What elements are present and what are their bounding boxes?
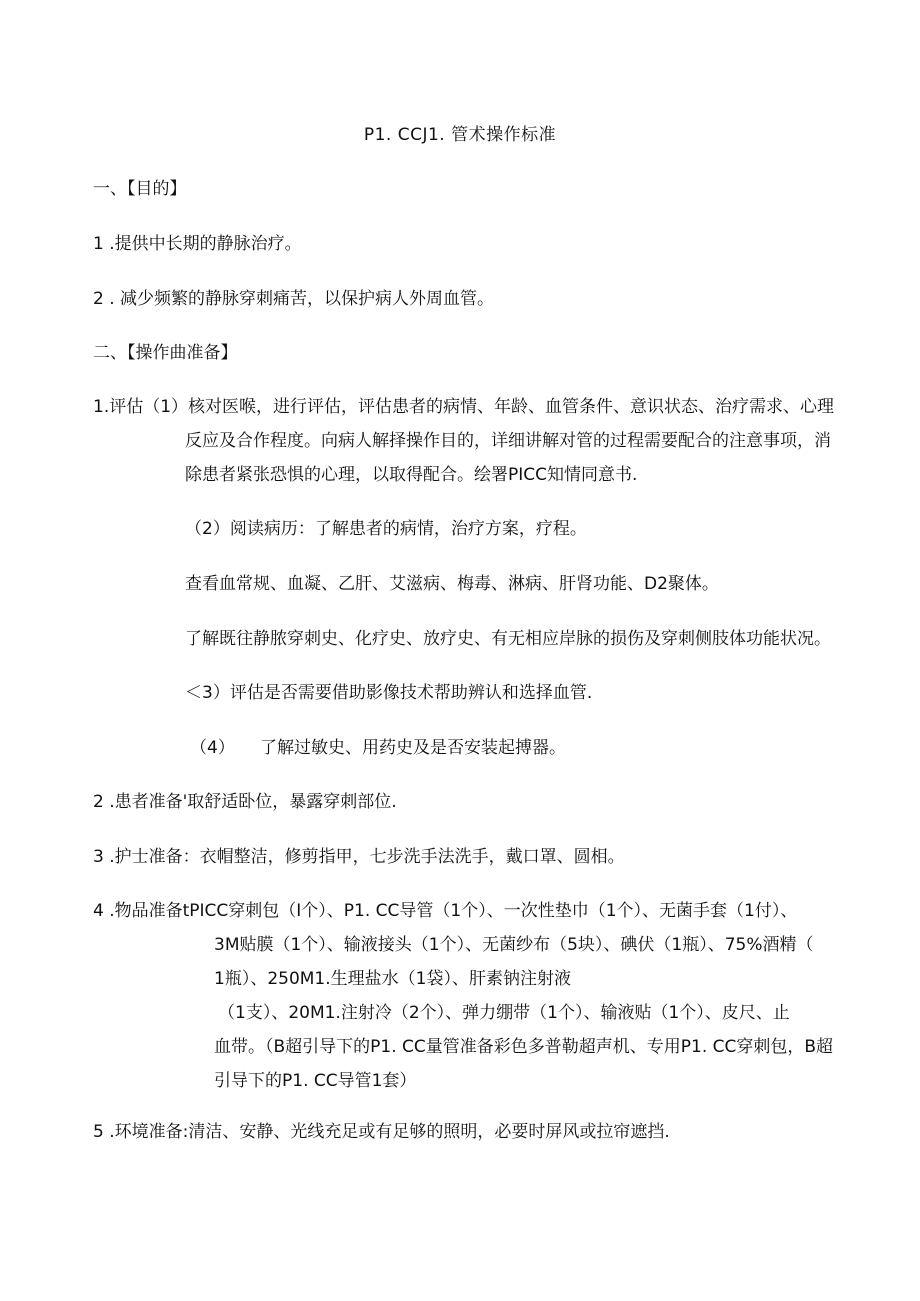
assess-line-2: 反应及合作程度。向病人解择操作目的，详细讲解对管的过程需要配合的注意事项，消 xyxy=(185,431,831,451)
items-prep-line-3: 1瓶）、250M1.生理盐水（1袋）、肝素钠注射液 xyxy=(214,969,571,989)
purpose-item-2: 2 . 减少频繁的静脉穿刺痛苦，以保护病人外周血管。 xyxy=(93,289,495,309)
items-prep-line-2: 3M贴膜（1个）、输液接头（1个）、无菌纱布（5块）、碘伏（1瓶）、75%酒精（ xyxy=(214,935,814,955)
environment-preparation: 5 .环境准备:清洁、安静、光线充足或有足够的照明，必要时屏风或拉帘遮挡. xyxy=(93,1122,670,1142)
assess-sub-3: ＜3）评估是否需要借助影像技术帮助辨认和选择血管. xyxy=(185,683,593,703)
assess-sub-4-number: （4） xyxy=(190,738,235,758)
items-prep-line-6: 引导下的P1. CC导管1套） xyxy=(214,1071,417,1091)
assess-line-3: 除患者紧张恐惧的心理，以取得配合。绘署PICC知情同意书. xyxy=(185,465,638,485)
items-prep-line-1: 4 .物品准备tPICC穿刺包（I个）、P1. CC导管（1个）、一次性垫巾（1个）、无菌手套（1付）、 xyxy=(93,901,798,921)
purpose-item-1: 1 .提供中长期的静脉治疗。 xyxy=(93,234,302,254)
assess-line-1: 1.评估（1）核对医喉，进行评估，评估患者的病情、年龄、血管条件、意识状态、治疗需求、心理 xyxy=(93,397,835,417)
assess-sub-2-history: 了解既往静脓穿刺史、化疗史、放疗史、有无相应岸脉的损伤及穿刺侧肢体功能状况。 xyxy=(185,629,831,649)
patient-preparation: 2 .患者准备'取舒适卧位，暴露穿刺部位. xyxy=(93,792,397,812)
items-prep-line-5: 血带。（B超引导下的P1. CC量管准备彩色多普勒超声机、专用P1. CC穿刺包，B超 xyxy=(214,1037,834,1057)
assess-sub-4-text: 了解过敏史、用药史及是否安装起搏器。 xyxy=(260,738,566,758)
section-heading-preparation: 二、【操作曲准备】 xyxy=(93,343,238,363)
assess-sub-2: （2）阅读病历：了解患者的病情，治疗方案，疗程。 xyxy=(185,519,587,539)
section-heading-purpose: 一、【目的】 xyxy=(93,179,187,199)
nurse-preparation: 3 .护士准备：衣帽整洁，修剪指甲，七步洗手法洗手，戴口罩、圆相。 xyxy=(93,847,625,867)
document-title: P1. CCJ1. 管术操作标准 xyxy=(363,125,557,145)
items-prep-line-4: （1支）、20M1.注射冷（2个）、弹力绷带（1个）、输液贴（1个）、皮尺、止 xyxy=(218,1003,790,1023)
assess-sub-2-labs: 查看血常规、血凝、乙肝、艾滋病、梅毒、淋病、肝肾功能、D2聚体。 xyxy=(185,574,719,594)
